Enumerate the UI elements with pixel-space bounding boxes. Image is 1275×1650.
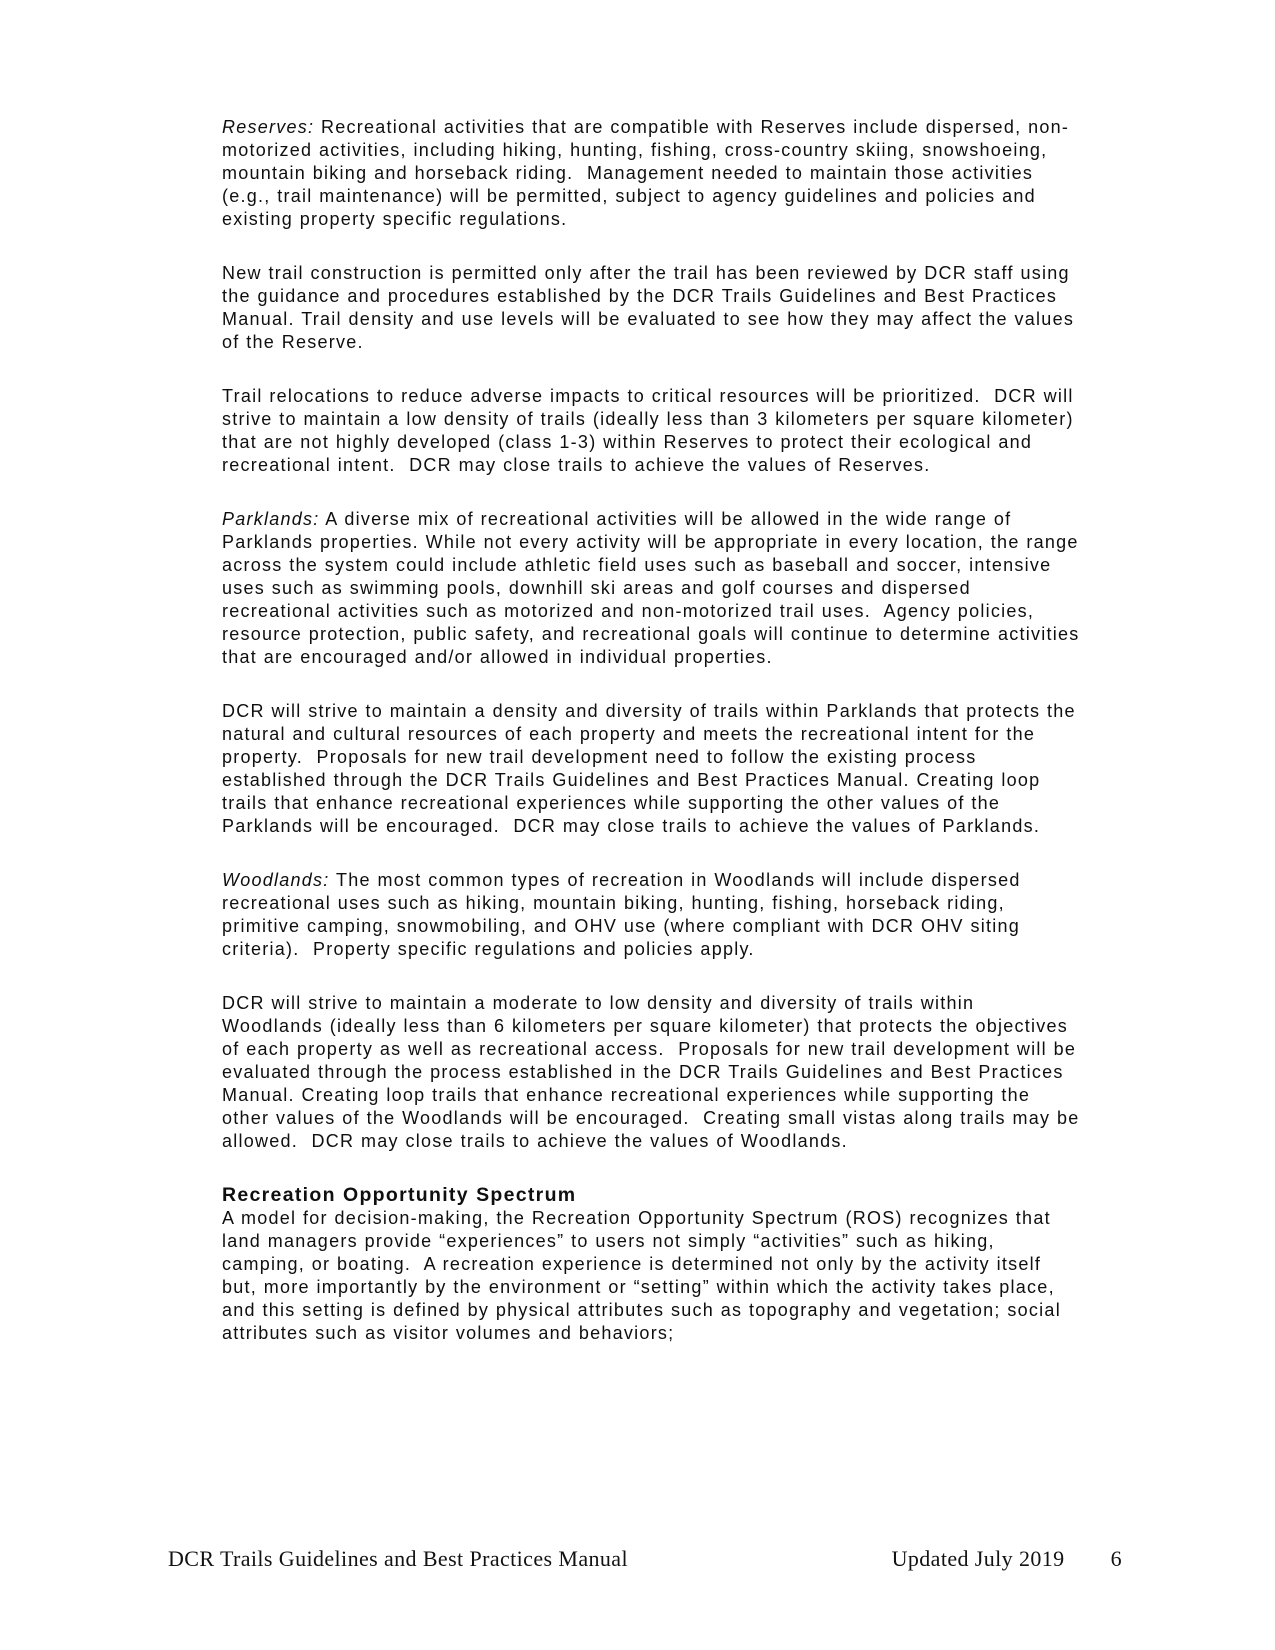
trail-relocations-paragraph: Trail relocations to reduce adverse impacts to critical resources will be prioritized. DCR will strive to maintain a low density of trails (ideally less than 3 kilometers per square kilometer) that are not highly developed (class 1-3) within Reserves to protect their ecological and recreational intent. DCR may close trails to achieve the values of Reserves. [222, 386, 1081, 475]
footer-page-number: 6 [1110, 1546, 1122, 1571]
ros-model-paragraph: A model for decision-making, the Recreation Opportunity Spectrum (ROS) recognizes that land managers provide “experiences” to users not simply “activities” such as hiking, camping, or boating. A recreation experience is determined not only by the activity itself but, more importantly by the environment or “setting” within which the activity takes place, and this setting is defined by physical attributes such as topography and vegetation; social attributes such as visitor volumes and behaviors; [222, 1208, 1068, 1343]
reserves-text: Recreational activities that are compatible with Reserves include dispersed, non-motorized activities, including hiking, hunting, fishing, cross-country skiing, snowshoeing, mountain biking and horseback riding. Management needed to maintain those activities (e.g., trail maintenance) will be permitted, subject to agency guidelines and policies and existing property specific regulations. [222, 117, 1070, 229]
parklands-paragraph [222, 508, 1087, 669]
reserves-paragraph [222, 116, 1080, 231]
reserves-lead: Reserves: [222, 117, 315, 137]
woodlands-trail-density-paragraph: DCR will strive to maintain a moderate to low density and diversity of trails within Woodlands (ideally less than 6 kilometers per square kilometer) that protects the objectives of each property as well as recreational access. Proposals for new trail development will be evaluated through the process established in the DCR Trails Guidelines and Best Practices Manual. Creating loop trails that enhance recreational experiences while supporting the other values of the Woodlands will be encouraged. Creating small vistas along trails may be allowed. DCR may close trails to achieve the values of Woodlands. [222, 993, 1087, 1151]
page-footer [168, 1546, 1122, 1572]
woodlands-lead: Woodlands: [222, 870, 330, 890]
recreation-opportunity-spectrum-heading: Recreation Opportunity Spectrum [222, 1184, 577, 1206]
footer-updated-date: Updated July 2019 [891, 1546, 1065, 1571]
parklands-text: A diverse mix of recreational activities will be allowed in the wide range of Parklands properties. While not every activity will be appropriate in every location, the range across the system could include athletic field uses such as baseball and soccer, intensive uses such as swimming pools, downhill ski areas and golf courses and dispersed recreational activities such as motorized and non-motorized trail uses. Agency policies, resource protection, public safety, and recreational goals will continue to determine activities that are encouraged and/or allowed in individual properties. [222, 509, 1087, 667]
footer-right-group [892, 1546, 1122, 1572]
footer-manual-title: DCR Trails Guidelines and Best Practices Manual [168, 1546, 628, 1571]
new-trail-construction-paragraph: New trail construction is permitted only after the trail has been reviewed by DCR staff using the guidance and procedures established by the DCR Trails Guidelines and Best Practices Manual. Trail density and use levels will be evaluated to see how they may affect the values of the Reserve. [222, 263, 1081, 352]
woodlands-paragraph [222, 869, 1080, 961]
page-body [222, 116, 1087, 1376]
parklands-trail-density-paragraph: DCR will strive to maintain a density and diversity of trails within Parklands that protects the natural and cultural resources of each property and meets the recreational intent for the property. Proposals for new trail development need to follow the existing process established through the DCR Trails Guidelines and Best Practices Manual. Creating loop trails that enhance recreational experiences while supporting the other values of the Parklands will be encouraged. DCR may close trails to achieve the values of Parklands. [222, 701, 1083, 836]
woodlands-text: The most common types of recreation in Woodlands will include dispersed recreational uses such as hiking, mountain biking, hunting, fishing, horseback riding, primitive camping, snowmobiling, and OHV use (where compliant with DCR OHV siting criteria). Property specific regulations and policies apply. [222, 870, 1028, 959]
parklands-lead: Parklands: [222, 509, 320, 529]
